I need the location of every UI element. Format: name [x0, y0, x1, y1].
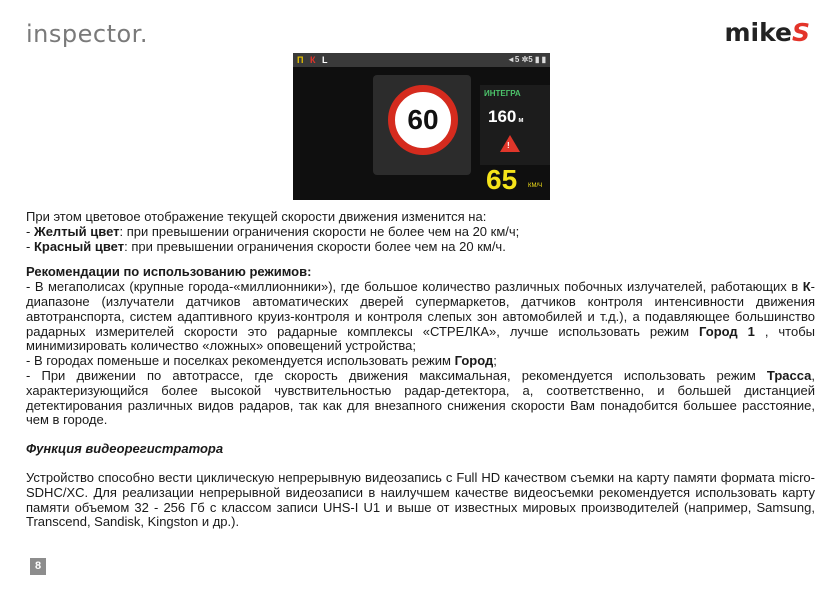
device-screen-image: [293, 53, 550, 200]
warning-mark: !: [507, 141, 510, 150]
status-l: L: [322, 55, 328, 65]
current-speed: 65: [486, 164, 518, 195]
current-speed-unit: КМ/Ч: [528, 183, 543, 189]
yellow-line: - Желтый цвет: при превышении ограничения скорости не более чем на 20 км/ч;: [26, 223, 520, 239]
inspector-logo: inspector.: [26, 20, 148, 48]
body-text: [26, 210, 815, 530]
recommendation-2: - В городах поменьше и поселках рекомендуется использовать режим Город;: [26, 353, 497, 369]
recommendations-heading: Рекомендации по использованию режимов:: [26, 264, 312, 280]
radar-name: ИНТЕГРА: [484, 89, 521, 98]
warning-triangle-icon: [500, 135, 520, 152]
radar-distance: 160 м: [488, 107, 524, 126]
color-intro: При этом цветовое отображение текущей скорости движения изменится на:: [26, 209, 487, 224]
status-p: П: [297, 55, 304, 65]
video-heading: Функция видеорегистратора: [26, 441, 224, 457]
page-number: 8: [30, 558, 46, 575]
recommendation-3: - При движении по автотрассе, где скорость движения максимальная, рекомендуется использовать режим Трасса, характеризующийся более высокой чувствительностью радар-детектора, а, соответственно, и большей дистанцией детектирования различных видов радаров, так как для внезапного снижения скорости Вам понадобится большее расстояние, чем в городе.: [26, 367, 815, 428]
recommendation-1: - В мегаполисах (крупные города-«миллионники»), где большое количество различных побочных излучателей, работающих в К-диапазоне (излучатели датчиков автоматических дверей супермаркетов, датчиков контроля интенсивности движения автотранспорта, систем адаптивного круиз-контроля и контроля слепых зон автомобилей и т.д.), а подавляющее большинство радарных измерителей скорости это радарные комплексы «СТРЕЛКА», лучше использовать режим Город 1 , чтобы минимизировать количество «ложных» оповещений устройства;: [26, 279, 815, 354]
speed-limit-sign-icon: 60: [388, 85, 458, 155]
device-status-bar: [293, 53, 550, 67]
video-paragraph: Устройство способно вести циклическую непрерывную видеозапись с Full HD качеством съемки на карту памяти формата micro-SDHC/XC. Для реализации непрерывной видеозаписи в наилучшем качестве видеосъемки рекомендуется использовать карту памяти объемом 32 - 256 Гб с классом записи UHS-I U1 и выше от известных мировых производителей (например, Samsung, Transcend, Sandisk, Kingston и др.).: [26, 469, 815, 530]
red-line: - Красный цвет: при превышении ограничения скорости более чем на 20 км/ч.: [26, 238, 506, 254]
status-k: К: [309, 55, 316, 65]
radar-panel: [480, 85, 550, 165]
mikes-logo: mikeS: [724, 18, 810, 47]
status-icons: ◄5 ✲5 ▮ ▮: [507, 55, 546, 64]
